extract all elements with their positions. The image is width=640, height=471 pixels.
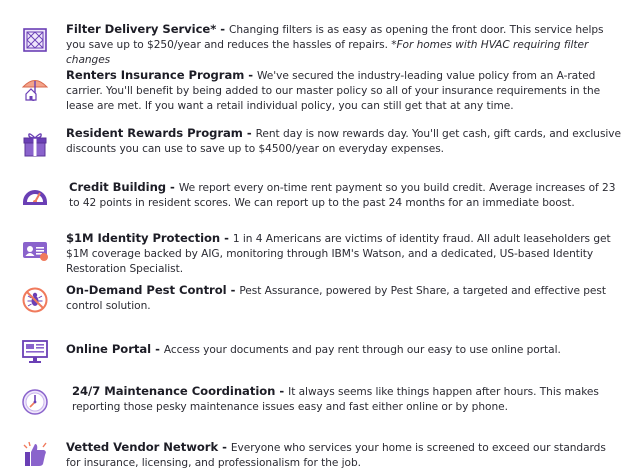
service-title: Vetted Vendor Network (66, 440, 219, 454)
service-body: We report every on-time rent payment so you build credit. Average increases of 23 to 42 points in resident scores. We can report up to the past 24 months for an immediate boost. (69, 182, 616, 209)
service-body: Pest Assurance, powered by Pest Share, a targeted and effective pest control solution. (66, 285, 606, 312)
thumbs-up-icon (21, 440, 49, 468)
service-description: Resident Rewards Program - Rent day is now rewards day. You'll get cash, gift cards, and exclusive discounts you can use to save up to $4500/year on everyday expenses. (66, 126, 621, 155)
service-title: 24/7 Maintenance Coordination (72, 384, 276, 398)
service-description: 24/7 Maintenance Coordination - It always seems like things happen after hours. This makes reporting those pesky maintenance issues easy and fast either online or by phone. (72, 384, 599, 413)
service-body: Everyone who services your home is screened to exceed our standards for insurance, licensing, and professionalism for the job. (66, 442, 606, 469)
service-title: Online Portal (66, 342, 152, 356)
service-title: Filter Delivery Service (66, 22, 211, 36)
service-body: Rent day is now rewards day. You'll get cash, gift cards, and exclusive discounts you can use to save up to $4500/year on everyday expenses. (66, 128, 621, 155)
service-title: On-Demand Pest Control (66, 283, 227, 297)
service-title: Renters Insurance Program (66, 68, 245, 82)
service-description: $1M Identity Protection - 1 in 4 Americans are victims of identity fraud. All adult leaseholders get $1M coverage backed by AIG, monitoring through IBM's Watson, and a dedicated, US-based Identity Restoration Specialist. (66, 231, 611, 275)
service-body: We've secured the industry-leading value policy from an A-rated carrier. You'll benefit by being added to our master policy so all of your insurance requirements in the lease are met. If you want a retail individual policy, you can still get that at any time. (66, 70, 601, 112)
id-card-icon (21, 236, 49, 264)
no-bug-icon (21, 286, 49, 314)
service-body: It always seems like things happen after hours. This makes reporting those pesky maintenance issues easy and fast either online or by phone. (72, 386, 599, 413)
service-footnote: *For homes with HVAC requiring filter changes (66, 39, 589, 66)
clock-icon (21, 388, 49, 416)
service-body: 1 in 4 Americans are victims of identity fraud. All adult leaseholders get $1M coverage backed by AIG, monitoring through IBM's Watson, and a dedicated, US-based Identity Restoration Specialist. (66, 233, 611, 275)
service-body: Access your documents and pay rent through our easy to use online portal. (163, 344, 561, 356)
service-description: On-Demand Pest Control - Pest Assurance, powered by Pest Share, a targeted and effective pest control solution. (66, 283, 606, 312)
service-description: Vetted Vendor Network - Everyone who services your home is screened to exceed our standards for insurance, licensing, and professionalism for the job. (66, 440, 606, 469)
service-body: Changing filters is as easy as opening the front door. This service helps you save up to $250/year and reduces the hassles of repairs. (66, 24, 604, 51)
service-title: $1M Identity Protection (66, 231, 221, 245)
service-title: Resident Rewards Program (66, 126, 243, 140)
service-description: Online Portal - Access your documents and pay rent through our easy to use online portal. (66, 342, 561, 356)
monitor-icon (21, 337, 49, 365)
service-description: Credit Building - We report every on-time rent payment so you build credit. Average increases of 23 to 42 points in resident scores. We can report up to the past 24 months for an immediate boost. (69, 180, 616, 209)
gift-icon (21, 130, 49, 158)
credit-gauge-icon (21, 182, 49, 210)
service-description: Filter Delivery Service* - Changing filters is as easy as opening the front door. This service helps you save up to $250/year and reduces the hassles of repairs. *For homes with HVAC requiring filter changes (66, 22, 604, 66)
filter-icon (21, 26, 49, 54)
service-description: Renters Insurance Program - We've secured the industry-leading value policy from an A-rated carrier. You'll benefit by being added to our master policy so all of your insurance requirements in the lease are met. If you want a retail individual policy, you can still get that at any time. (66, 68, 601, 112)
service-title: Credit Building (69, 180, 167, 194)
umbrella-house-icon (21, 74, 49, 102)
